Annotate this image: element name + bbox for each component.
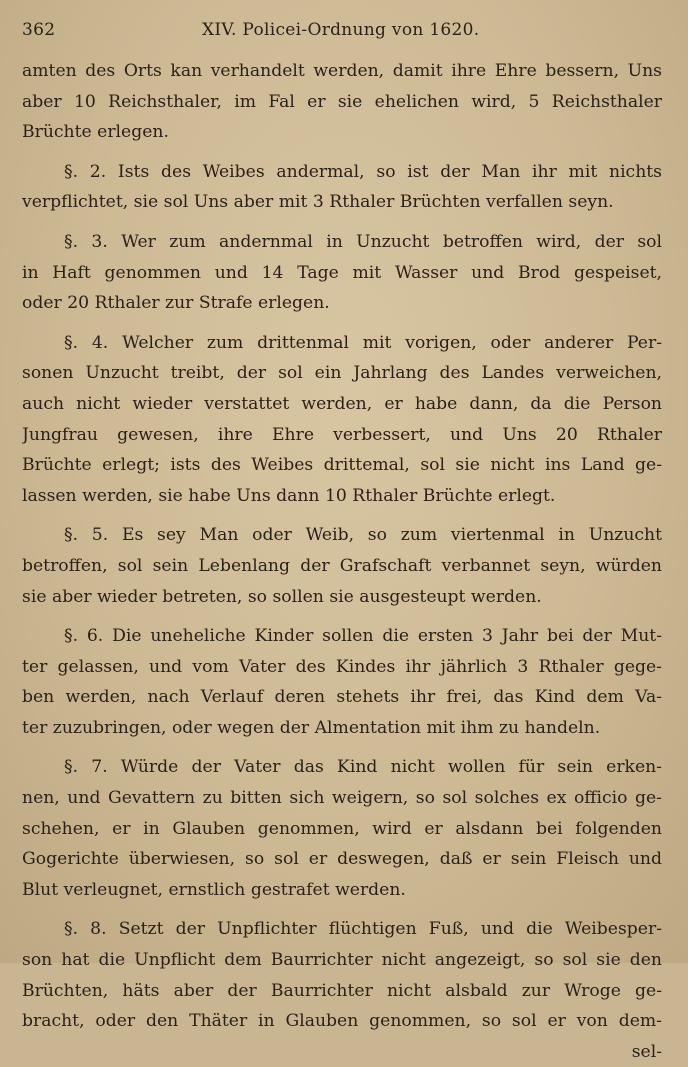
text-line: Gogerichte überwiesen, so sol er deswegen, daß er sein Fleisch und: [22, 849, 662, 870]
paragraph-section-3: [22, 227, 662, 319]
text-line: sonen Unzucht treibt, der sol ein Jahrlang des Landes verweichen,: [22, 363, 662, 384]
text-line: ter gelassen, und vom Vater des Kindes ihr jährlich 3 Rthaler gege-: [22, 656, 662, 677]
text-line: ben werden, nach Verlauf deren stehets ihr frei, das Kind dem Va-: [22, 687, 662, 708]
text-line: §. 5. Es sey Man oder Weib, so zum viertenmal in Unzucht: [64, 525, 662, 546]
paragraph: [22, 56, 662, 148]
text-line: §. 4. Welcher zum drittenmal mit vorigen, oder anderer Per-: [64, 332, 662, 353]
text-line: §. 2. Ists des Weibes andermal, so ist der Man ihr mit nichts: [64, 161, 662, 182]
text-line: Brüchten, häts aber der Baurrichter nicht alsbald zur Wroge ge-: [22, 980, 662, 1001]
text-line: Blut verleugnet, ernstlich gestrafet werden.: [22, 879, 406, 900]
text-line: bracht, oder den Thäter in Glauben genommen, so sol er von dem-: [22, 1011, 662, 1032]
text-line: Brüchte erlegen.: [22, 122, 169, 143]
text-line: ter zuzubringen, oder wegen der Almentation mit ihm zu handeln.: [22, 717, 601, 738]
text-line: §. 7. Würde der Vater das Kind nicht wollen für sein erken-: [64, 757, 662, 778]
text-line: Jungfrau gewesen, ihre Ehre verbessert, und Uns 20 Rthaler: [22, 424, 662, 445]
paragraph-section-2: [22, 157, 662, 218]
text-line: oder 20 Rthaler zur Strafe erlegen.: [22, 293, 330, 314]
page-header: [22, 20, 662, 50]
text-line: in Haft genommen und 14 Tage mit Wasser und Brod gespeiset,: [22, 262, 662, 283]
page-number: 362: [22, 20, 56, 40]
paragraph-section-5: [22, 520, 662, 612]
text-line: sie aber wieder betreten, so sollen sie ausgesteupt werden.: [22, 586, 542, 607]
paragraph-section-4: [22, 328, 662, 512]
text-line: betroffen, sol sein Lebenlang der Grafschaft verbannet seyn, würden: [22, 555, 662, 576]
text-line: son hat die Unpflicht dem Baurrichter nicht angezeigt, so sol sie den: [22, 950, 662, 971]
catchword: sel-: [631, 1041, 662, 1062]
text-line: §. 3. Wer zum andernmal in Unzucht betroffen wird, der sol: [64, 231, 662, 252]
text-line: §. 8. Setzt der Unpflichter flüchtigen Fuß, und die Weibesper-: [64, 919, 662, 940]
paragraph-section-6: [22, 621, 662, 743]
running-title: XIV. Policei-Ordnung von 1620.: [202, 20, 480, 40]
text-line: auch nicht wieder verstattet werden, er habe dann, da die Person: [22, 393, 662, 414]
page-body: [22, 56, 662, 1067]
text-line: aber 10 Reichsthaler, im Fal er sie ehelichen wird, 5 Reichsthaler: [22, 91, 662, 112]
paragraph-section-8: [22, 914, 662, 1067]
text-line: nen, und Gevattern zu bitten sich weigern, so sol solches ex officio ge-: [22, 788, 662, 809]
text-line: §. 6. Die uneheliche Kinder sollen die ersten 3 Jahr bei der Mut-: [64, 626, 662, 647]
paragraph-section-7: [22, 752, 662, 905]
text-line: Brüchte erlegt; ists des Weibes drittemal, sol sie nicht ins Land ge-: [22, 455, 662, 476]
text-line: lassen werden, sie habe Uns dann 10 Rthaler Brüchte erlegt.: [22, 485, 556, 506]
text-line: schehen, er in Glauben genommen, wird er alsdann bei folgenden: [22, 818, 662, 839]
text-line: verpflichtet, sie sol Uns aber mit 3 Rthaler Brüchten verfallen seyn.: [22, 192, 614, 213]
text-line: amten des Orts kan verhandelt werden, damit ihre Ehre bessern, Uns: [22, 61, 662, 81]
